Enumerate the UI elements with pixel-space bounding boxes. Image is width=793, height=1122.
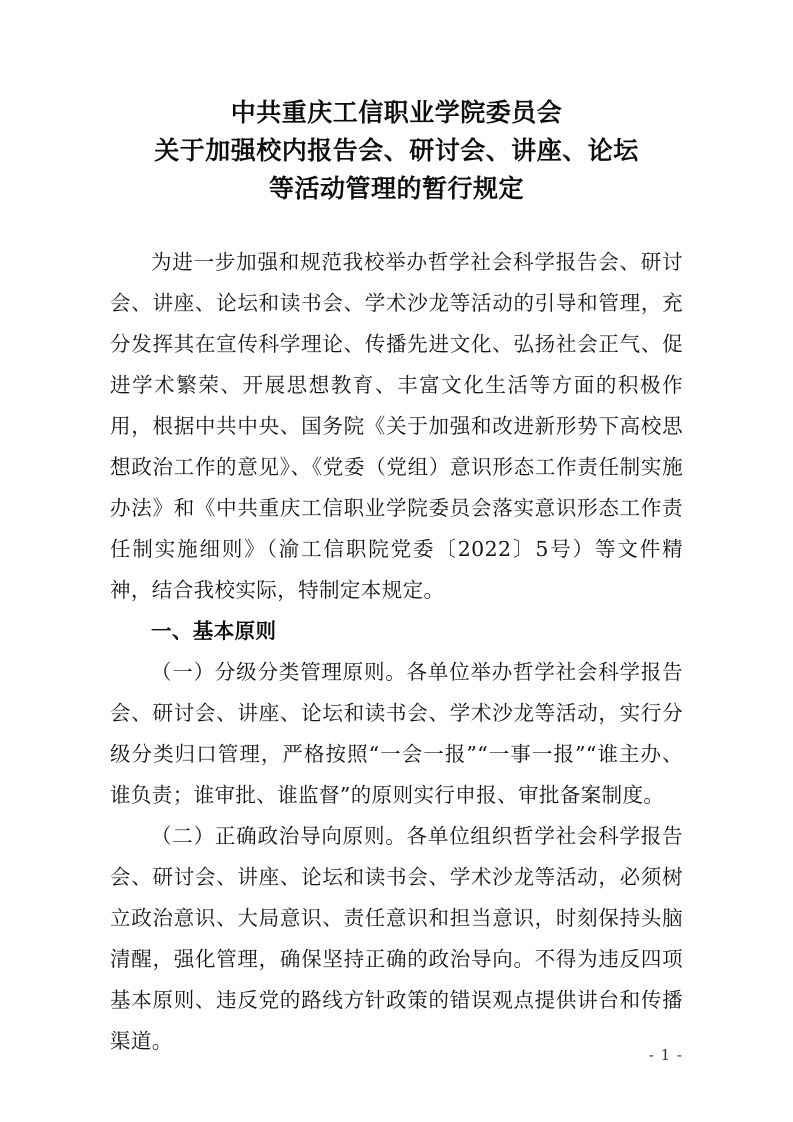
document-body bbox=[110, 242, 683, 1062]
paragraph-principle-two: （二）正确政治导向原则。各单位组织哲学社会科学报告会、研讨会、讲座、论坛和读书会、学术沙龙等活动，必须树立政治意识、大局意识、责任意识和担当意识，时刻保持头脑清醒，强化管理，确保坚持正确的政治导向。不得为违反四项基本原则、违反党的路线方针政策的错误观点提供讲台和传播渠道。 bbox=[110, 824, 683, 1053]
page-number: - 1 - bbox=[648, 1046, 683, 1064]
paragraph-preamble: 为进一步加强和规范我校举办哲学社会科学报告会、研讨会、讲座、论坛和读书会、学术沙龙等活动的引导和管理，充分发挥其在宣传科学理论、传播先进文化、弘扬社会正气、促进学术繁荣、开展思想教育、丰富文化生活等方面的积极作用，根据中共中央、国务院《关于加强和改进新形势下高校思想政治工作的意见》、《党委（党组）意识形态工作责任制实施办法》和《中共重庆工信职业学院委员会落实意识形态工作责任制实施细则》（渝工信职院党委〔2022〕5号）等文件精神，结合我校实际，特制定本规定。 bbox=[110, 250, 683, 602]
page-title bbox=[110, 94, 683, 208]
title-line-1: 中共重庆工信职业学院委员会 bbox=[230, 98, 563, 127]
section-heading-basic-principles: 一、基本原则 bbox=[151, 619, 277, 643]
title-line-2: 关于加强校内报告会、研讨会、讲座、论坛 bbox=[154, 136, 639, 165]
title-line-3: 等活动管理的暂行规定 bbox=[268, 174, 524, 203]
paragraph-principle-one: （一）分级分类管理原则。各单位举办哲学社会科学报告会、研讨会、讲座、论坛和读书会、学术沙龙等活动，实行分级分类归口管理，严格按照“一会一报”“一事一报”“谁主办、谁负责；谁审批、谁监督”的原则实行申报、审批备案制度。 bbox=[110, 660, 683, 807]
